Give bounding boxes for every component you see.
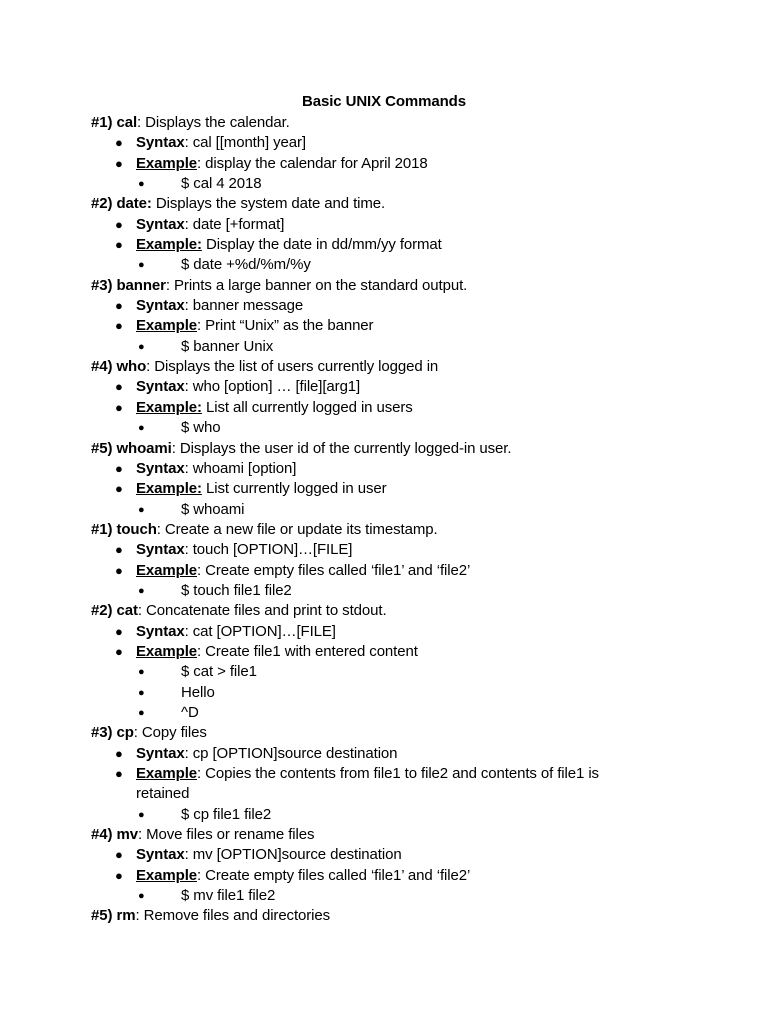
bullet-icon: ● — [115, 867, 123, 883]
command-number: #4) — [91, 358, 113, 376]
bullet-icon: ● — [138, 686, 145, 699]
command-line-text: $ cal 4 2018 — [181, 175, 262, 193]
example-item — [91, 561, 691, 581]
command-number: #4) — [91, 826, 113, 844]
command-line-text: $ who — [181, 419, 221, 437]
command-header-cp — [91, 723, 691, 743]
example-text: : Create empty files called ‘file1’ and ‘file2’ — [197, 866, 471, 884]
example-item — [91, 764, 691, 805]
example-text: Display the date in dd/mm/yy format — [201, 236, 442, 254]
example-command-line — [91, 703, 691, 723]
syntax-text: : cp [OPTION]source destination — [184, 744, 398, 762]
example-command-line — [91, 337, 691, 357]
bullet-icon: ● — [115, 766, 123, 781]
syntax-text: : who [option] … [file][arg1] — [184, 378, 361, 396]
command-line-text: $ banner Unix — [181, 337, 274, 355]
syntax-text: : mv [OPTION]source destination — [184, 846, 402, 864]
example-command-line — [91, 581, 691, 601]
document-title: Basic UNIX Commands — [302, 93, 466, 110]
example-label: Example — [136, 765, 197, 782]
syntax-label: Syntax — [136, 215, 185, 233]
example-item — [91, 316, 691, 336]
bullet-icon: ● — [115, 216, 123, 232]
command-name: cal — [116, 114, 138, 131]
syntax-item — [91, 215, 691, 235]
command-number: #5) — [91, 439, 113, 457]
example-label: Example: — [136, 480, 202, 498]
command-description: : Concatenate files and print to stdout. — [137, 602, 387, 620]
bullet-icon: ● — [115, 135, 123, 151]
command-header-who — [91, 357, 691, 377]
bullet-icon: ● — [138, 808, 145, 821]
example-label: Example — [136, 866, 197, 884]
command-name: banner — [116, 276, 166, 294]
command-line-text: $ whoami — [181, 500, 245, 518]
bullet-icon: ● — [115, 298, 123, 314]
bullet-icon: ● — [138, 503, 145, 516]
command-list — [91, 113, 691, 927]
command-header-rm — [91, 906, 691, 926]
bullet-icon: ● — [138, 706, 145, 719]
command-line-text: $ date +%d/%m/%y — [181, 256, 311, 274]
command-description: : Remove files and directories — [135, 907, 331, 925]
example-item — [91, 642, 691, 662]
example-label: Example — [136, 642, 197, 660]
syntax-text: : cal [[month] year] — [184, 134, 306, 152]
bullet-icon: ● — [115, 399, 123, 415]
bullet-icon: ● — [115, 542, 123, 558]
example-command-line — [91, 174, 691, 194]
command-description: : Displays the user id of the currently logged-in user. — [171, 439, 512, 457]
bullet-icon: ● — [138, 340, 145, 353]
bullet-icon: ● — [138, 259, 145, 272]
command-description: : Prints a large banner on the standard output. — [165, 276, 468, 294]
example-command-line — [91, 500, 691, 520]
command-number: #2) — [91, 195, 113, 213]
command-name: who — [116, 358, 147, 376]
command-description: : Create a new file or update its timestamp. — [156, 520, 438, 538]
command-name: touch — [116, 520, 157, 538]
command-header-whoami — [91, 439, 691, 459]
bullet-icon: ● — [115, 379, 123, 395]
bullet-icon: ● — [115, 745, 123, 761]
bullet-icon: ● — [115, 155, 123, 171]
syntax-item — [91, 622, 691, 642]
syntax-label: Syntax — [136, 541, 185, 559]
command-number: #3) — [91, 724, 113, 742]
command-header-banner — [91, 276, 691, 296]
example-label: Example: — [136, 236, 202, 254]
bullet-icon: ● — [138, 890, 145, 903]
command-line-text: $ mv file1 file2 — [181, 887, 276, 905]
example-command-line — [91, 683, 691, 703]
example-label: Example — [136, 561, 197, 579]
bullet-icon: ● — [115, 460, 123, 476]
syntax-text: : cat [OPTION]…[FILE] — [184, 622, 336, 640]
example-text-continued: retained — [136, 785, 190, 803]
example-command-line — [91, 418, 691, 438]
bullet-icon: ● — [115, 318, 123, 334]
command-name: cat — [116, 602, 138, 620]
syntax-text: : touch [OPTION]…[FILE] — [184, 541, 353, 559]
syntax-item — [91, 540, 691, 560]
bullet-icon: ● — [115, 481, 123, 497]
bullet-icon: ● — [115, 623, 123, 639]
command-description: : Copy files — [133, 724, 207, 742]
command-number: #1) — [91, 520, 113, 538]
bullet-icon: ● — [138, 584, 145, 597]
syntax-label: Syntax — [136, 378, 185, 396]
example-command-line — [91, 662, 691, 682]
syntax-item — [91, 377, 691, 397]
command-line-text: $ cp file1 file2 — [181, 805, 272, 823]
example-text: : Copies the contents from file1 to file2 and contents of file1 is — [197, 765, 599, 782]
bullet-icon: ● — [138, 422, 145, 435]
command-name: rm — [116, 907, 136, 925]
command-header-cal — [91, 113, 691, 133]
command-number: #1) — [91, 114, 113, 131]
command-header-mv — [91, 825, 691, 845]
command-description: Displays the system date and time. — [151, 195, 386, 213]
example-command-line — [91, 805, 691, 825]
example-text: : Print “Unix” as the banner — [197, 317, 374, 335]
syntax-item — [91, 459, 691, 479]
example-text: : Create empty files called ‘file1’ and ‘file2’ — [197, 561, 471, 579]
syntax-label: Syntax — [136, 744, 185, 762]
bullet-icon: ● — [115, 237, 123, 253]
command-number: #3) — [91, 276, 113, 294]
example-item — [91, 235, 691, 255]
example-item — [91, 866, 691, 886]
command-header-touch — [91, 520, 691, 540]
command-description: : Displays the list of users currently logged in — [146, 358, 439, 376]
command-line-text: $ touch file1 file2 — [181, 581, 292, 599]
command-header-cat — [91, 601, 691, 621]
syntax-text: : date [+format] — [184, 215, 285, 233]
example-label: Example: — [136, 398, 202, 416]
bullet-icon: ● — [138, 178, 145, 191]
command-name: cp — [116, 724, 134, 742]
syntax-text: : banner message — [184, 297, 304, 315]
example-text: List currently logged in user — [201, 480, 387, 498]
command-number: #5) — [91, 907, 113, 925]
command-line-text: Hello — [181, 683, 215, 701]
command-name: mv — [116, 826, 138, 844]
syntax-label: Syntax — [136, 134, 185, 152]
command-description: : Displays the calendar. — [137, 114, 290, 131]
example-text: : Create file1 with entered content — [197, 642, 418, 660]
command-line-text: ^D — [181, 703, 199, 721]
bullet-icon: ● — [138, 666, 145, 679]
syntax-item — [91, 744, 691, 764]
example-text: : display the calendar for April 2018 — [197, 154, 428, 172]
bullet-icon: ● — [115, 847, 123, 863]
example-item — [91, 154, 691, 174]
command-description: : Move files or rename files — [137, 826, 315, 844]
example-label: Example — [136, 154, 197, 172]
syntax-item — [91, 845, 691, 865]
example-item — [91, 479, 691, 499]
example-command-line — [91, 886, 691, 906]
command-number: #2) — [91, 602, 113, 620]
syntax-label: Syntax — [136, 297, 185, 315]
syntax-text: : whoami [option] — [184, 459, 297, 477]
command-header-date — [91, 194, 691, 214]
example-text: List all currently logged in users — [201, 398, 413, 416]
command-line-text: $ cat > file1 — [181, 663, 257, 681]
command-name: date: — [116, 195, 152, 213]
command-name: whoami — [116, 439, 172, 457]
syntax-label: Syntax — [136, 459, 185, 477]
example-label: Example — [136, 317, 197, 335]
syntax-item — [91, 133, 691, 153]
bullet-icon: ● — [115, 562, 123, 578]
bullet-icon: ● — [115, 643, 123, 659]
syntax-item — [91, 296, 691, 316]
syntax-label: Syntax — [136, 846, 185, 864]
syntax-label: Syntax — [136, 622, 185, 640]
example-item — [91, 398, 691, 418]
example-command-line — [91, 255, 691, 275]
